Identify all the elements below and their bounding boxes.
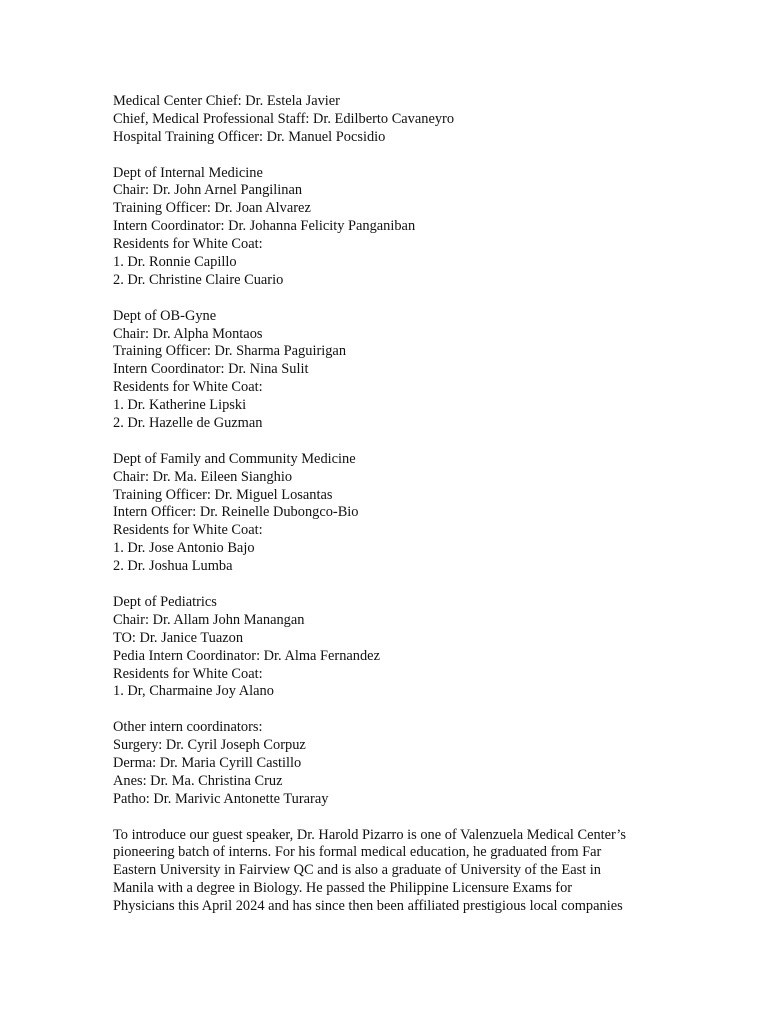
blank-line: [113, 147, 658, 165]
department-title: Dept of Internal Medicine: [113, 164, 263, 181]
department-line: 2. Dr. Hazelle de Guzman: [113, 415, 263, 432]
department-line: Residents for White Coat:: [113, 236, 263, 253]
document-body: [113, 93, 658, 916]
chief-medical-professional-staff: Chief, Medical Professional Staff: Dr. Edilberto Cavaneyro: [113, 110, 455, 127]
speaker-intro-paragraph: [113, 827, 658, 916]
department-line: Intern Coordinator: Dr. Nina Sulit: [113, 361, 309, 378]
paragraph-line: pioneering batch of interns. For his formal medical education, he graduated from Far: [113, 844, 602, 861]
department-line: Training Officer: Dr. Sharma Paguirigan: [113, 343, 347, 360]
other-coordinators-title: Other intern coordinators:: [113, 719, 263, 736]
paragraph-line: Physicians this April 2024 and has since then been affiliated prestigious local companies: [113, 898, 623, 915]
paragraph-line: To introduce our guest speaker, Dr. Harold Pizarro is one of Valenzuela Medical Center’s: [113, 826, 626, 843]
department-line: 1. Dr. Ronnie Capillo: [113, 254, 237, 271]
blank-line: [113, 576, 658, 594]
department-line: Residents for White Coat:: [113, 522, 263, 539]
department-title: Dept of Pediatrics: [113, 593, 217, 610]
department-line: TO: Dr. Janice Tuazon: [113, 629, 244, 646]
department-line: Training Officer: Dr. Miguel Losantas: [113, 486, 333, 503]
paragraph-line: Manila with a degree in Biology. He passed the Philippine Licensure Exams for: [113, 880, 573, 897]
department-title: Dept of OB-Gyne: [113, 307, 217, 324]
department-line: Pedia Intern Coordinator: Dr. Alma Fernandez: [113, 647, 380, 664]
department-line: Chair: Dr. Ma. Eileen Sianghio: [113, 468, 293, 485]
department-line: 1. Dr. Katherine Lipski: [113, 397, 247, 414]
department-line: Intern Officer: Dr. Reinelle Dubongco-Bio: [113, 504, 359, 521]
department-title: Dept of Family and Community Medicine: [113, 450, 356, 467]
paragraph-line: Eastern University in Fairview QC and is also a graduate of University of the East in: [113, 862, 601, 879]
medical-center-chief: Medical Center Chief: Dr. Estela Javier: [113, 93, 340, 109]
department-line: Training Officer: Dr. Joan Alvarez: [113, 200, 311, 217]
blank-line: [113, 433, 658, 451]
department-line: Residents for White Coat:: [113, 665, 263, 682]
department-line: Intern Coordinator: Dr. Johanna Felicity Panganiban: [113, 218, 416, 235]
department-line: Chair: Dr. John Arnel Pangilinan: [113, 182, 303, 199]
coordinator-line: Patho: Dr. Marivic Antonette Turaray: [113, 790, 329, 807]
department-line: Chair: Dr. Alpha Montaos: [113, 325, 263, 342]
coordinator-line: Surgery: Dr. Cyril Joseph Corpuz: [113, 737, 306, 754]
department-line: 1. Dr, Charmaine Joy Alano: [113, 683, 274, 700]
department-line: Chair: Dr. Allam John Manangan: [113, 611, 305, 628]
department-line: Residents for White Coat:: [113, 379, 263, 396]
hospital-training-officer: Hospital Training Officer: Dr. Manuel Pocsidio: [113, 128, 386, 145]
department-line: 2. Dr. Christine Claire Cuario: [113, 271, 284, 288]
coordinator-line: Anes: Dr. Ma. Christina Cruz: [113, 772, 283, 789]
blank-line: [113, 809, 658, 827]
coordinator-line: Derma: Dr. Maria Cyrill Castillo: [113, 754, 302, 771]
blank-line: [113, 290, 658, 308]
blank-line: [113, 701, 658, 719]
department-line: 1. Dr. Jose Antonio Bajo: [113, 540, 255, 557]
department-line: 2. Dr. Joshua Lumba: [113, 558, 233, 575]
